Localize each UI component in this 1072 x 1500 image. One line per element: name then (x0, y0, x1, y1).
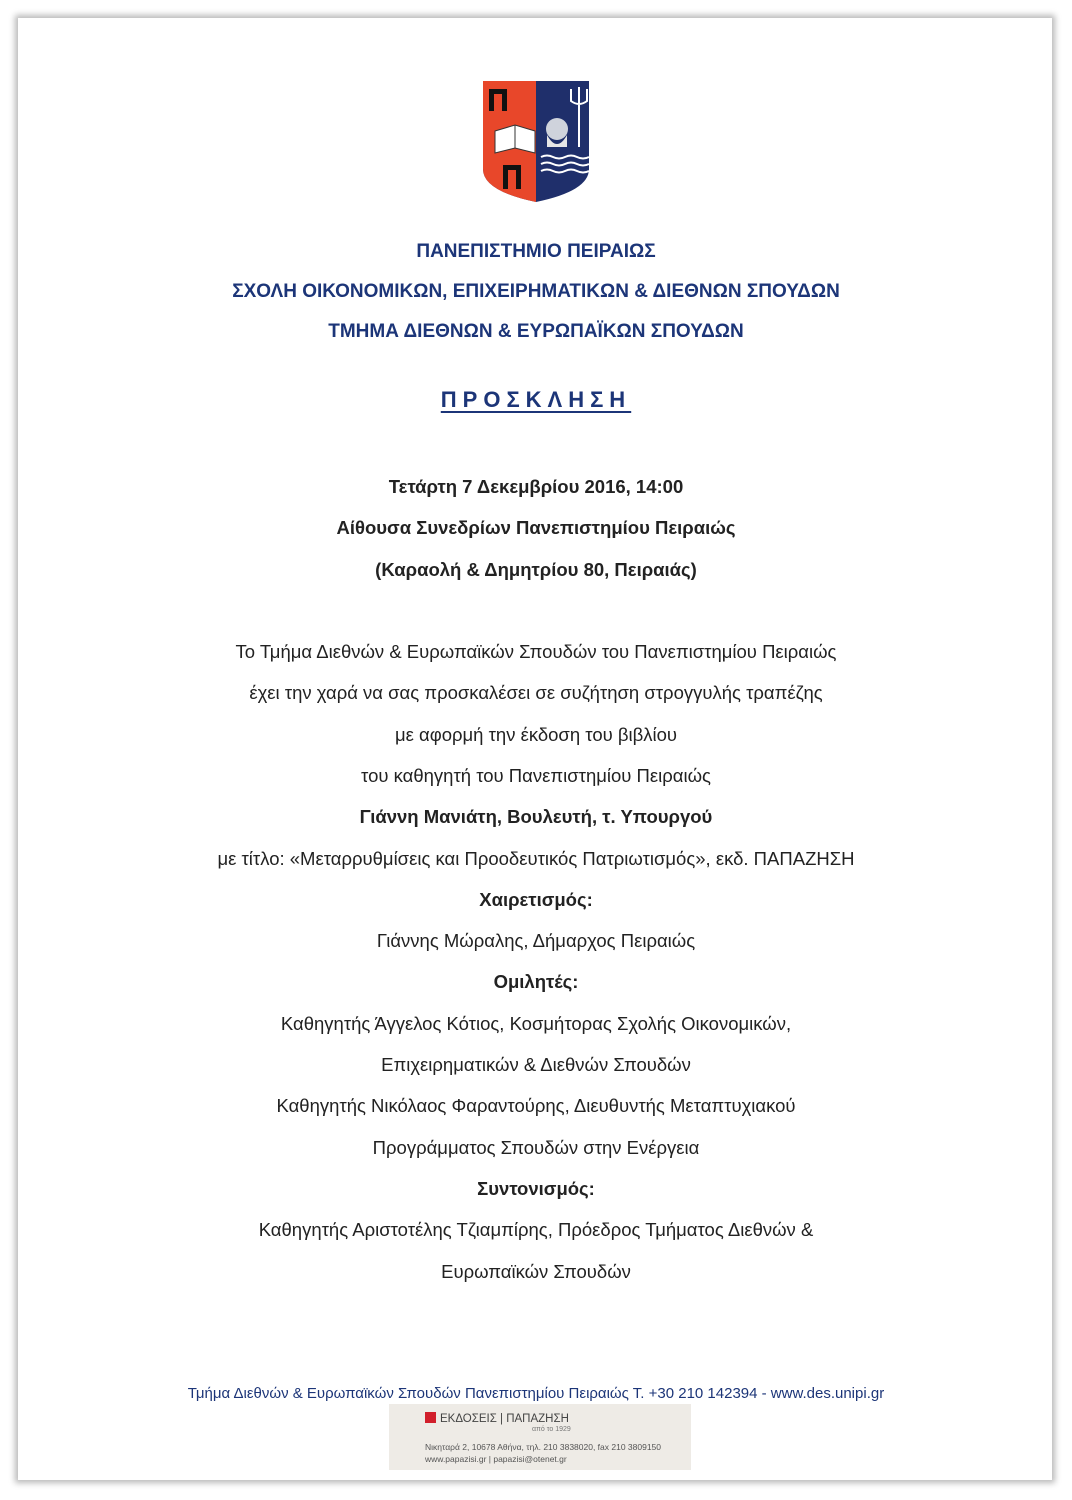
publisher-logo-icon (425, 1412, 436, 1423)
body-line: Γιάννης Μώραλης, Δήμαρχος Πειραιώς (376, 930, 696, 952)
body-heading: Ομιλητές: (493, 971, 579, 993)
publisher-name-left: ΕΚΔΟΣΕΙΣ (440, 1413, 497, 1425)
body-heading: Γιάννη Μανιάτη, Βουλευτή, τ. Υπουργού (359, 806, 713, 828)
body-line: με αφορμή την έκδοση του βιβλίου (394, 723, 678, 745)
body-heading: Χαιρετισμός: (479, 888, 593, 910)
body-line: Επιχειρηματικών & Διεθνών Σπουδών (381, 1054, 691, 1075)
body-line: με τίτλο: «Μεταρρυθμίσεις και Προοδευτικός Πατριωτισμός», εκδ. ΠΑΠΑΖΗΣΗ (217, 847, 855, 869)
body-line: Καθηγητής Άγγελος Κότιος, Κοσμήτορας Σχολής Οικονομικών, (280, 1012, 792, 1034)
body-line: Καθηγητής Νικόλαος Φαραντούρης, Διευθυντής Μεταπτυχιακού (276, 1095, 796, 1117)
publisher-name-right: ΠΑΠΑΖΗΣΗ (506, 1413, 569, 1425)
body-heading: Συντονισμός: (477, 1177, 595, 1199)
event-date: Τετάρτη 7 Δεκεμβρίου 2016, 14:00 (388, 476, 684, 497)
body-line: έχει την χαρά να σας προσκαλέσει σε συζήτηση στρογγυλής τραπέζης (249, 682, 823, 704)
event-venue: Αίθουσα Συνεδρίων Πανεπιστημίου Πειραιώς (336, 517, 736, 538)
event-address: (Καραολή & Δημητρίου 80, Πειραιάς) (375, 559, 697, 580)
body-line: Ευρωπαϊκών Σπουδών (441, 1260, 631, 1282)
school-name: ΣΧΟΛΗ ΟΙΚΟΝΟΜΙΚΩΝ, ΕΠΙΧΕΙΡΗΜΑΤΙΚΩΝ & ΔΙΕΘΝΩΝ ΣΠΟΥΔΩΝ (232, 281, 840, 302)
publisher-name: ΕΚΔΟΣΕΙΣ | ΠΑΠΑΖΗΣΗ (425, 1412, 569, 1425)
publisher-since: από το 1929 (532, 1426, 571, 1433)
body-line: Προγράμματος Σπουδών στην Ενέργεια (372, 1136, 700, 1158)
footer-contact: Τμήμα Διεθνών & Ευρωπαϊκών Σπουδών Πανεπιστημίου Πειραιώς Τ. +30 210 142394 - www.des.unipi.gr (187, 1385, 885, 1402)
publisher-address: Νικηταρά 2, 10678 Αθήνα, τηλ. 210 3838020, fax 210 3809150 (425, 1442, 662, 1452)
body-line: του καθηγητή του Πανεπιστημίου Πειραιώς (361, 764, 711, 786)
invitation-title: ΠΡΟΣΚΛΗΣΗ (440, 387, 632, 412)
body-line: Καθηγητής Αριστοτέλης Τζιαμπίρης, Πρόεδρος Τμήματος Διεθνών & (258, 1219, 814, 1241)
university-name: ΠΑΝΕΠΙΣΤΗΜΙΟ ΠΕΙΡΑΙΩΣ (416, 241, 656, 262)
publisher-contact (425, 1441, 661, 1465)
body-line: Το Τμήμα Διεθνών & Ευρωπαϊκών Σπουδών του Πανεπιστημίου Πειραιώς (235, 641, 837, 662)
publisher-banner (389, 1404, 691, 1470)
department-name: ΤΜΗΜΑ ΔΙΕΘΝΩΝ & ΕΥΡΩΠΑΪΚΩΝ ΣΠΟΥΔΩΝ (328, 321, 744, 342)
university-crest-logo (481, 79, 591, 204)
publisher-web: www.papazisi.gr | papazisi@otenet.gr (425, 1454, 567, 1464)
